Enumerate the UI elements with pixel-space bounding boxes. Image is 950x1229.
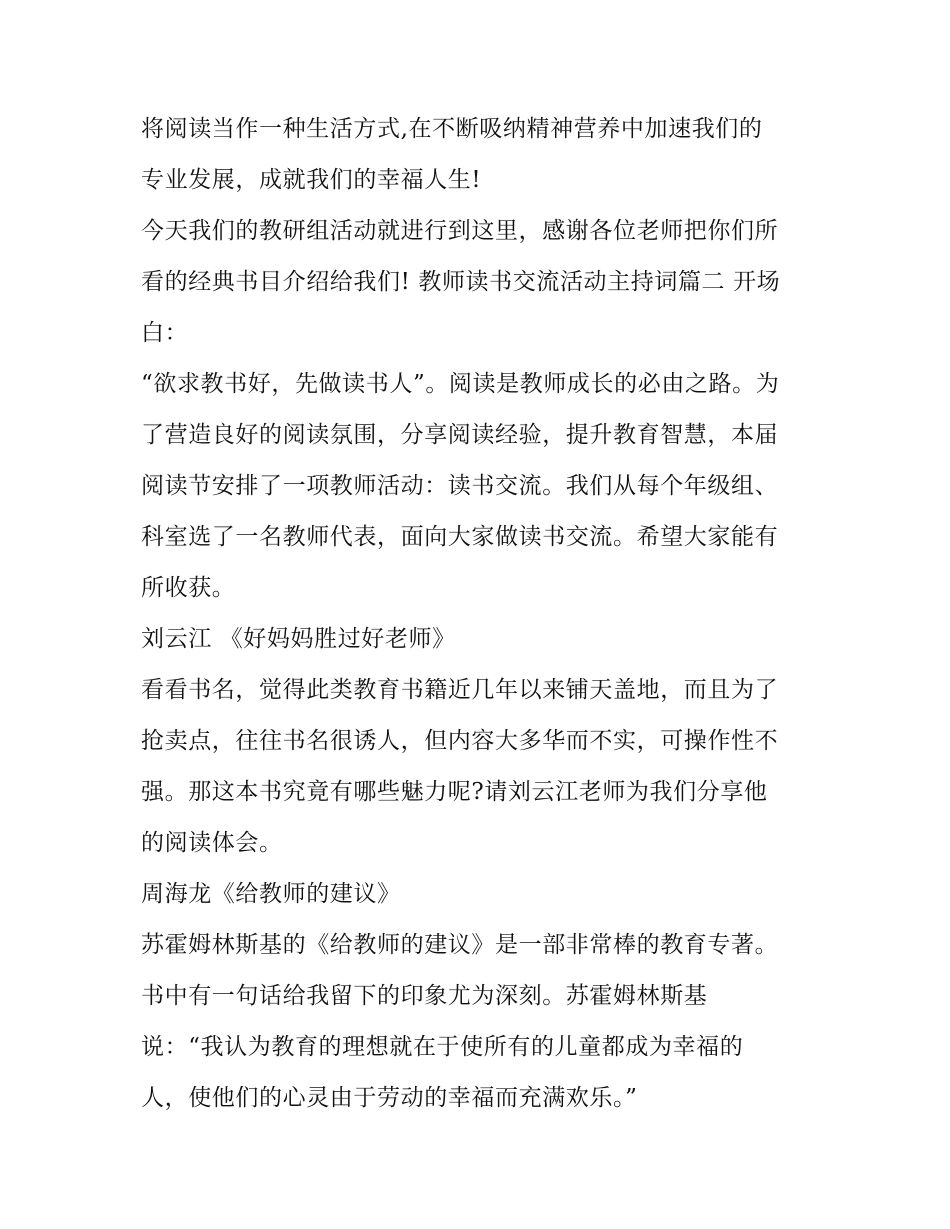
document-body — [141, 108, 821, 1128]
section-heading: 周海龙《给教师的建议》 — [141, 881, 401, 907]
paragraph-line: 的阅读体会。 — [141, 830, 283, 856]
paragraph-line: “欲求教书好，先做读书人”。阅读是教师成长的必由之路。为 — [141, 371, 780, 397]
paragraph-line: 说：“我认为教育的理想就在于使所有的儿童都成为幸福的 — [141, 1034, 744, 1060]
paragraph-line: 白： — [141, 320, 189, 346]
section-heading: 刘云江 《好妈妈胜过好老师》 — [141, 626, 456, 652]
paragraph-line: 今天我们的教研组活动就进行到这里，感谢各位老师把你们所 — [141, 218, 779, 244]
paragraph-line: 强。那这本书究竟有哪些魅力呢?请刘云江老师为我们分享他 — [141, 779, 768, 805]
paragraph-line: 看看书名，觉得此类教育书籍近几年以来铺天盖地，而且为了 — [141, 677, 779, 703]
paragraph-line: 阅读节安排了一项教师活动：读书交流。我们从每个年级组、 — [141, 473, 779, 499]
paragraph-line: 书中有一句话给我留下的印象尤为深刻。苏霍姆林斯基 — [141, 983, 708, 1009]
paragraph-line: 了营造良好的阅读氛围，分享阅读经验，提升教育智慧，本届 — [141, 422, 779, 448]
paragraph-line: 专业发展，成就我们的幸福人生! — [141, 167, 482, 193]
paragraph-line: 抢卖点，往往书名很诱人，但内容大多华而不实，可操作性不 — [141, 728, 779, 754]
paragraph-line: 看的经典书目介绍给我们! 教师读书交流活动主持词篇二 开场 — [141, 269, 781, 295]
paragraph-line: 人，使他们的心灵由于劳动的幸福而充满欢乐。” — [141, 1085, 638, 1111]
paragraph-line: 将阅读当作一种生活方式,在不断吸纳精神营养中加速我们的 — [141, 116, 763, 142]
paragraph-line: 科室选了一名教师代表，面向大家做读书交流。希望大家能有 — [141, 524, 779, 550]
paragraph-line: 所收获。 — [141, 575, 236, 601]
paragraph-line: 苏霍姆林斯基的《给教师的建议》是一部非常棒的教育专著。 — [141, 932, 779, 958]
